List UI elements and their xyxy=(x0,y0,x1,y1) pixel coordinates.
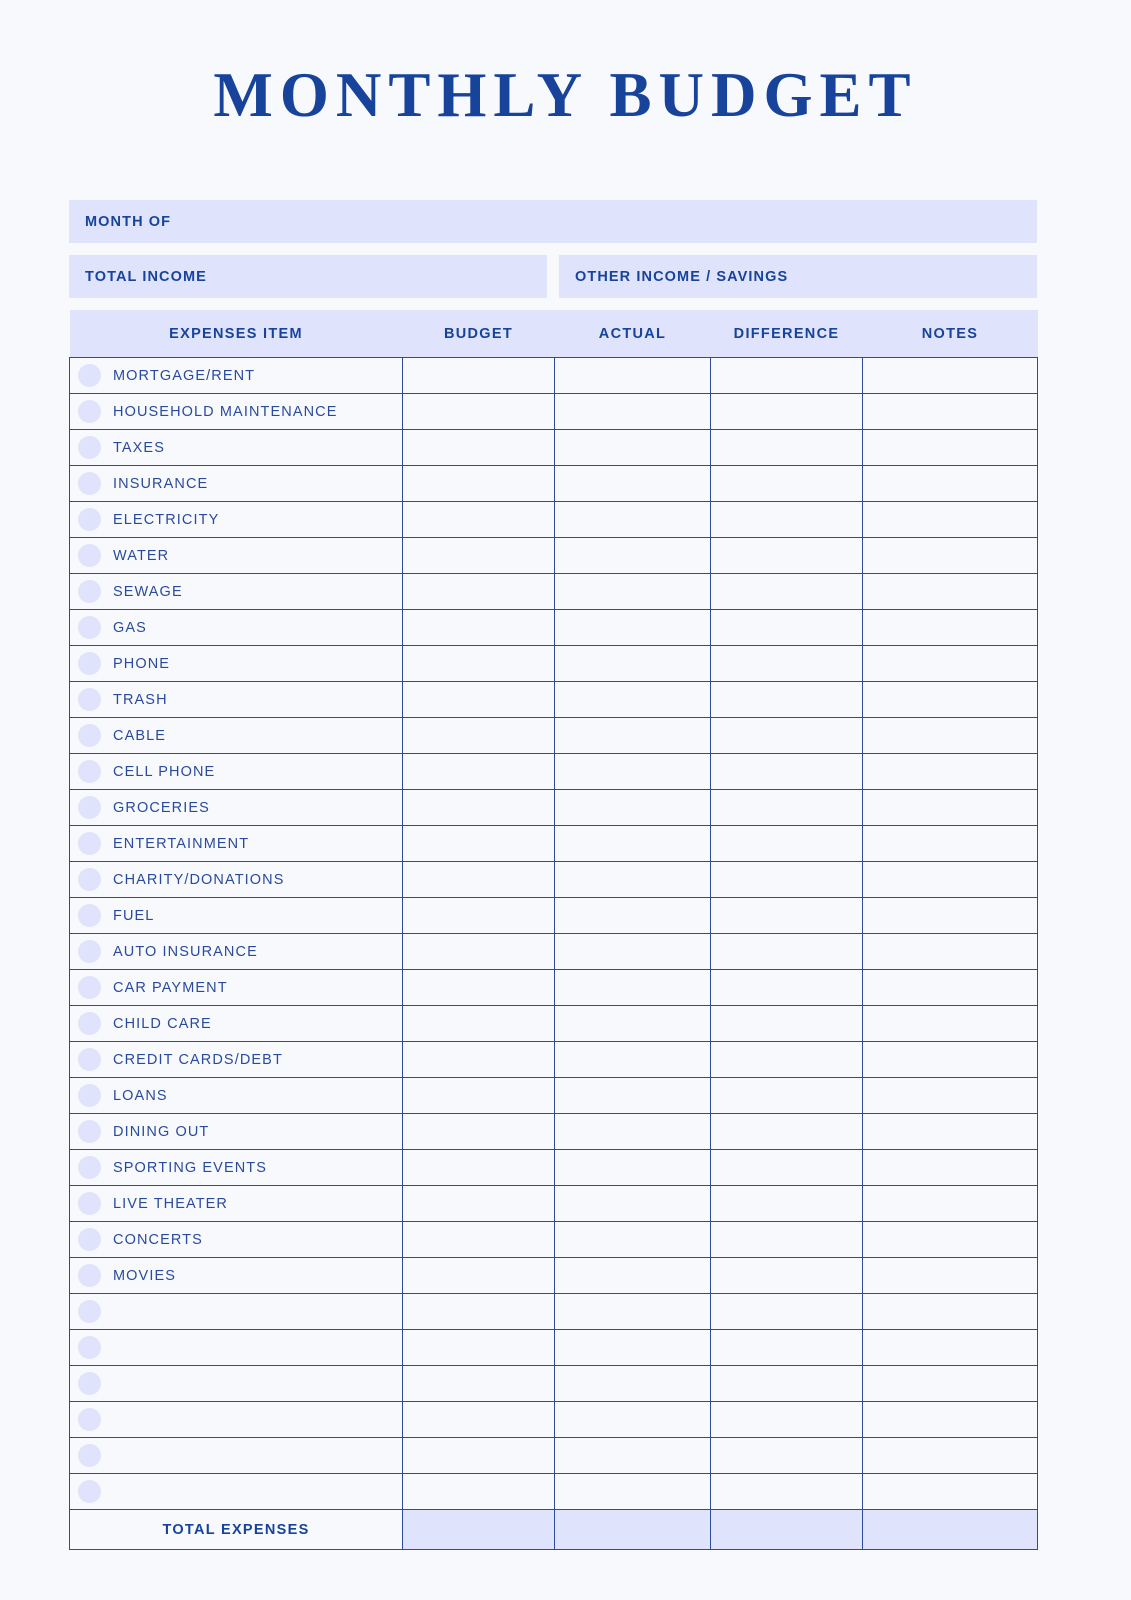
expense-difference-cell[interactable] xyxy=(711,826,863,862)
expense-item-cell[interactable] xyxy=(70,1150,403,1186)
expense-notes-cell[interactable] xyxy=(863,1042,1038,1078)
expense-budget-cell[interactable] xyxy=(403,538,555,574)
expense-budget-cell[interactable] xyxy=(403,1258,555,1294)
expense-item-label: PHONE xyxy=(113,655,171,672)
expense-budget-cell[interactable] xyxy=(403,1474,555,1510)
expense-budget-cell[interactable] xyxy=(403,610,555,646)
expense-item-cell[interactable] xyxy=(70,1258,403,1294)
expense-item-cell[interactable] xyxy=(70,1114,403,1150)
total-expenses-budget-cell[interactable] xyxy=(403,1510,555,1550)
expense-item-label: WATER xyxy=(113,547,170,564)
expense-item-cell[interactable] xyxy=(70,1330,403,1366)
table-row xyxy=(70,1006,1038,1042)
circle-bullet-icon xyxy=(78,1300,101,1323)
expense-actual-cell[interactable] xyxy=(555,934,711,970)
expense-difference-cell[interactable] xyxy=(711,1186,863,1222)
expense-budget-cell[interactable] xyxy=(403,1078,555,1114)
expense-actual-cell[interactable] xyxy=(555,862,711,898)
expense-actual-cell[interactable] xyxy=(555,574,711,610)
page-title: MONTHLY BUDGET xyxy=(213,60,918,130)
expense-actual-cell[interactable] xyxy=(555,1258,711,1294)
expense-notes-cell[interactable] xyxy=(863,1150,1038,1186)
expense-difference-cell[interactable] xyxy=(711,1366,863,1402)
circle-bullet-icon xyxy=(78,1480,101,1503)
expense-item-cell[interactable] xyxy=(70,430,403,466)
expense-item-label: SPORTING EVENTS xyxy=(113,1159,268,1176)
circle-bullet-icon xyxy=(78,1444,101,1467)
expense-difference-cell[interactable] xyxy=(711,538,863,574)
expense-item-label: ELECTRICITY xyxy=(113,511,220,528)
expense-actual-cell[interactable] xyxy=(555,970,711,1006)
budget-sheet xyxy=(69,200,1037,1550)
expense-budget-cell[interactable] xyxy=(403,1330,555,1366)
expense-budget-cell[interactable] xyxy=(403,970,555,1006)
circle-bullet-icon xyxy=(78,724,101,747)
expense-difference-cell[interactable] xyxy=(711,358,863,394)
table-header xyxy=(70,310,1038,358)
circle-bullet-icon xyxy=(78,1336,101,1359)
table-row xyxy=(70,646,1038,682)
expense-item-cell[interactable] xyxy=(70,1438,403,1474)
expense-budget-cell[interactable] xyxy=(403,646,555,682)
expense-difference-cell[interactable] xyxy=(711,1438,863,1474)
expense-actual-cell[interactable] xyxy=(555,1402,711,1438)
expense-notes-cell[interactable] xyxy=(863,718,1038,754)
expense-notes-cell[interactable] xyxy=(863,1186,1038,1222)
income-row xyxy=(69,255,1037,298)
expense-difference-cell[interactable] xyxy=(711,1258,863,1294)
table-row xyxy=(70,538,1038,574)
table-footer xyxy=(70,1510,1038,1550)
expense-difference-cell[interactable] xyxy=(711,718,863,754)
expense-difference-cell[interactable] xyxy=(711,898,863,934)
expense-actual-cell[interactable] xyxy=(555,1006,711,1042)
circle-bullet-icon xyxy=(78,1264,101,1287)
other-income-field[interactable] xyxy=(559,255,1037,298)
expense-notes-cell[interactable] xyxy=(863,610,1038,646)
table-row xyxy=(70,826,1038,862)
expense-actual-cell[interactable] xyxy=(555,1222,711,1258)
expense-item-label: GROCERIES xyxy=(113,799,210,816)
expense-notes-cell[interactable] xyxy=(863,970,1038,1006)
total-expenses-notes-cell[interactable] xyxy=(863,1510,1038,1550)
circle-bullet-icon xyxy=(78,976,101,999)
expense-item-label: CAR PAYMENT xyxy=(113,979,228,996)
total-expenses-difference-cell[interactable] xyxy=(711,1510,863,1550)
expense-item-label: INSURANCE xyxy=(113,475,209,492)
expense-budget-cell[interactable] xyxy=(403,898,555,934)
total-income-field[interactable] xyxy=(69,255,547,298)
other-income-label: OTHER INCOME / SAVINGS xyxy=(575,268,789,285)
expense-actual-cell[interactable] xyxy=(555,718,711,754)
expense-difference-cell[interactable] xyxy=(711,466,863,502)
expense-actual-cell[interactable] xyxy=(555,1150,711,1186)
table-row xyxy=(70,1474,1038,1510)
expense-difference-cell[interactable] xyxy=(711,682,863,718)
circle-bullet-icon xyxy=(78,652,101,675)
expense-item-label: CHILD CARE xyxy=(113,1015,212,1032)
expense-difference-cell[interactable] xyxy=(711,1222,863,1258)
expense-item-label: LIVE THEATER xyxy=(113,1195,228,1212)
total-expenses-label: TOTAL EXPENSES xyxy=(70,1510,403,1550)
expense-item-label: TRASH xyxy=(113,691,168,708)
circle-bullet-icon xyxy=(78,940,101,963)
expense-budget-cell[interactable] xyxy=(403,790,555,826)
expense-actual-cell[interactable] xyxy=(555,1186,711,1222)
expense-item-cell[interactable] xyxy=(70,862,403,898)
expense-budget-cell[interactable] xyxy=(403,466,555,502)
expense-difference-cell[interactable] xyxy=(711,1042,863,1078)
table-row xyxy=(70,754,1038,790)
table-row xyxy=(70,862,1038,898)
expense-item-cell[interactable] xyxy=(70,538,403,574)
expense-difference-cell[interactable] xyxy=(711,1294,863,1330)
circle-bullet-icon xyxy=(78,616,101,639)
circle-bullet-icon xyxy=(78,796,101,819)
expense-difference-cell[interactable] xyxy=(711,1474,863,1510)
expense-item-label: CABLE xyxy=(113,727,167,744)
table-row xyxy=(70,1402,1038,1438)
table-row xyxy=(70,1258,1038,1294)
table-row xyxy=(70,1294,1038,1330)
expense-item-label: CHARITY/DONATIONS xyxy=(113,871,285,888)
expense-actual-cell[interactable] xyxy=(555,358,711,394)
table-row xyxy=(70,1186,1038,1222)
table-row xyxy=(70,718,1038,754)
expense-difference-cell[interactable] xyxy=(711,1006,863,1042)
expense-actual-cell[interactable] xyxy=(555,826,711,862)
expense-item-label: DINING OUT xyxy=(113,1123,210,1140)
expense-item-cell[interactable] xyxy=(70,1294,403,1330)
circle-bullet-icon xyxy=(78,1408,101,1431)
table-row xyxy=(70,430,1038,466)
expense-notes-cell[interactable] xyxy=(863,1294,1038,1330)
expense-actual-cell[interactable] xyxy=(555,1438,711,1474)
expense-notes-cell[interactable] xyxy=(863,1366,1038,1402)
expense-budget-cell[interactable] xyxy=(403,1150,555,1186)
expense-notes-cell[interactable] xyxy=(863,1258,1038,1294)
expense-item-label: CONCERTS xyxy=(113,1231,203,1248)
circle-bullet-icon xyxy=(78,436,101,459)
expense-item-cell[interactable] xyxy=(70,358,403,394)
expense-budget-cell[interactable] xyxy=(403,394,555,430)
expense-actual-cell[interactable] xyxy=(555,1294,711,1330)
expense-notes-cell[interactable] xyxy=(863,898,1038,934)
table-row xyxy=(70,1042,1038,1078)
table-row xyxy=(70,1330,1038,1366)
circle-bullet-icon xyxy=(78,760,101,783)
expense-budget-cell[interactable] xyxy=(403,718,555,754)
expense-actual-cell[interactable] xyxy=(555,754,711,790)
header-actual: ACTUAL xyxy=(555,310,711,358)
expense-actual-cell[interactable] xyxy=(555,1366,711,1402)
expense-difference-cell[interactable] xyxy=(711,574,863,610)
expense-notes-cell[interactable] xyxy=(863,358,1038,394)
expense-notes-cell[interactable] xyxy=(863,1114,1038,1150)
expense-difference-cell[interactable] xyxy=(711,970,863,1006)
expense-item-cell[interactable] xyxy=(70,1366,403,1402)
expense-difference-cell[interactable] xyxy=(711,610,863,646)
expense-difference-cell[interactable] xyxy=(711,1402,863,1438)
expense-budget-cell[interactable] xyxy=(403,1438,555,1474)
expense-budget-cell[interactable] xyxy=(403,826,555,862)
expense-item-cell[interactable] xyxy=(70,574,403,610)
expense-actual-cell[interactable] xyxy=(555,394,711,430)
expense-actual-cell[interactable] xyxy=(555,682,711,718)
expense-item-label: CREDIT CARDS/DEBT xyxy=(113,1051,283,1068)
expense-notes-cell[interactable] xyxy=(863,466,1038,502)
expense-notes-cell[interactable] xyxy=(863,646,1038,682)
circle-bullet-icon xyxy=(78,364,101,387)
expense-item-cell[interactable] xyxy=(70,1474,403,1510)
expense-difference-cell[interactable] xyxy=(711,502,863,538)
expense-difference-cell[interactable] xyxy=(711,430,863,466)
expense-difference-cell[interactable] xyxy=(711,1150,863,1186)
circle-bullet-icon xyxy=(78,1228,101,1251)
table-row xyxy=(70,502,1038,538)
expense-difference-cell[interactable] xyxy=(711,862,863,898)
circle-bullet-icon xyxy=(78,544,101,567)
expense-actual-cell[interactable] xyxy=(555,790,711,826)
expense-difference-cell[interactable] xyxy=(711,1330,863,1366)
table-row xyxy=(70,898,1038,934)
circle-bullet-icon xyxy=(78,1156,101,1179)
header-notes: NOTES xyxy=(863,310,1038,358)
total-expenses-actual-cell[interactable] xyxy=(555,1510,711,1550)
expense-budget-cell[interactable] xyxy=(403,1366,555,1402)
expense-actual-cell[interactable] xyxy=(555,466,711,502)
expense-budget-cell[interactable] xyxy=(403,1294,555,1330)
expense-budget-cell[interactable] xyxy=(403,862,555,898)
circle-bullet-icon xyxy=(78,580,101,603)
expense-actual-cell[interactable] xyxy=(555,898,711,934)
expense-actual-cell[interactable] xyxy=(555,1474,711,1510)
expense-budget-cell[interactable] xyxy=(403,1006,555,1042)
expense-item-cell[interactable] xyxy=(70,1078,403,1114)
expense-notes-cell[interactable] xyxy=(863,754,1038,790)
expense-actual-cell[interactable] xyxy=(555,610,711,646)
expense-notes-cell[interactable] xyxy=(863,934,1038,970)
expense-item-cell[interactable] xyxy=(70,502,403,538)
month-of-field[interactable] xyxy=(69,200,1037,243)
expense-difference-cell[interactable] xyxy=(711,934,863,970)
expense-budget-cell[interactable] xyxy=(403,1114,555,1150)
table-row xyxy=(70,610,1038,646)
total-income-label: TOTAL INCOME xyxy=(85,268,207,285)
expense-item-cell[interactable] xyxy=(70,1222,403,1258)
expense-notes-cell[interactable] xyxy=(863,502,1038,538)
circle-bullet-icon xyxy=(78,472,101,495)
expense-notes-cell[interactable] xyxy=(863,394,1038,430)
expenses-table xyxy=(69,310,1038,1550)
expense-budget-cell[interactable] xyxy=(403,1222,555,1258)
expense-notes-cell[interactable] xyxy=(863,826,1038,862)
header-budget: BUDGET xyxy=(403,310,555,358)
table-body xyxy=(70,358,1038,1510)
expense-item-cell[interactable] xyxy=(70,898,403,934)
expense-difference-cell[interactable] xyxy=(711,1078,863,1114)
expense-item-cell[interactable] xyxy=(70,1402,403,1438)
expense-item-cell[interactable] xyxy=(70,970,403,1006)
expense-notes-cell[interactable] xyxy=(863,1330,1038,1366)
expense-budget-cell[interactable] xyxy=(403,754,555,790)
table-row xyxy=(70,466,1038,502)
circle-bullet-icon xyxy=(78,1372,101,1395)
table-row xyxy=(70,1222,1038,1258)
circle-bullet-icon xyxy=(78,832,101,855)
expense-item-cell[interactable] xyxy=(70,394,403,430)
expense-actual-cell[interactable] xyxy=(555,1078,711,1114)
header-expenses-item: EXPENSES ITEM xyxy=(70,310,403,358)
table-row xyxy=(70,358,1038,394)
table-row xyxy=(70,970,1038,1006)
expense-item-cell[interactable] xyxy=(70,646,403,682)
expense-item-label: AUTO INSURANCE xyxy=(113,943,258,960)
expense-notes-cell[interactable] xyxy=(863,1402,1038,1438)
expense-notes-cell[interactable] xyxy=(863,1222,1038,1258)
expense-item-label: MORTGAGE/RENT xyxy=(113,367,256,384)
expense-actual-cell[interactable] xyxy=(555,1330,711,1366)
table-row xyxy=(70,1366,1038,1402)
table-row xyxy=(70,934,1038,970)
expense-item-cell[interactable] xyxy=(70,934,403,970)
expense-item-label: HOUSEHOLD MAINTENANCE xyxy=(113,403,338,420)
expense-item-cell[interactable] xyxy=(70,826,403,862)
table-row xyxy=(70,1078,1038,1114)
expense-item-cell[interactable] xyxy=(70,1042,403,1078)
expense-budget-cell[interactable] xyxy=(403,502,555,538)
expense-budget-cell[interactable] xyxy=(403,934,555,970)
expense-actual-cell[interactable] xyxy=(555,646,711,682)
expense-item-label: FUEL xyxy=(113,907,155,924)
circle-bullet-icon xyxy=(78,508,101,531)
expense-notes-cell[interactable] xyxy=(863,430,1038,466)
expense-notes-cell[interactable] xyxy=(863,538,1038,574)
expense-difference-cell[interactable] xyxy=(711,394,863,430)
expense-difference-cell[interactable] xyxy=(711,646,863,682)
expense-item-cell[interactable] xyxy=(70,1186,403,1222)
expense-item-label: TAXES xyxy=(113,439,165,456)
expense-item-cell[interactable] xyxy=(70,790,403,826)
expense-item-cell[interactable] xyxy=(70,682,403,718)
expense-actual-cell[interactable] xyxy=(555,1042,711,1078)
header-row xyxy=(70,310,1038,358)
expense-notes-cell[interactable] xyxy=(863,682,1038,718)
expense-item-label: ENTERTAINMENT xyxy=(113,835,250,852)
circle-bullet-icon xyxy=(78,904,101,927)
circle-bullet-icon xyxy=(78,400,101,423)
expense-actual-cell[interactable] xyxy=(555,502,711,538)
table-row xyxy=(70,1114,1038,1150)
circle-bullet-icon xyxy=(78,1084,101,1107)
circle-bullet-icon xyxy=(78,1192,101,1215)
expense-item-cell[interactable] xyxy=(70,1006,403,1042)
circle-bullet-icon xyxy=(78,1048,101,1071)
header-difference: DIFFERENCE xyxy=(711,310,863,358)
total-expenses-row xyxy=(70,1510,1038,1550)
expense-budget-cell[interactable] xyxy=(403,1186,555,1222)
expense-notes-cell[interactable] xyxy=(863,790,1038,826)
expense-actual-cell[interactable] xyxy=(555,1114,711,1150)
expense-notes-cell[interactable] xyxy=(863,1006,1038,1042)
expense-actual-cell[interactable] xyxy=(555,430,711,466)
expense-budget-cell[interactable] xyxy=(403,682,555,718)
month-of-label: MONTH OF xyxy=(85,213,172,230)
expense-item-label: CELL PHONE xyxy=(113,763,216,780)
expense-actual-cell[interactable] xyxy=(555,538,711,574)
circle-bullet-icon xyxy=(78,688,101,711)
expense-item-label: MOVIES xyxy=(113,1267,176,1284)
expense-notes-cell[interactable] xyxy=(863,1078,1038,1114)
table-row xyxy=(70,790,1038,826)
expense-item-label: SEWAGE xyxy=(113,583,183,600)
circle-bullet-icon xyxy=(78,1120,101,1143)
table-row xyxy=(70,1150,1038,1186)
expense-budget-cell[interactable] xyxy=(403,574,555,610)
circle-bullet-icon xyxy=(78,1012,101,1035)
table-row xyxy=(70,394,1038,430)
table-row xyxy=(70,574,1038,610)
expense-item-cell[interactable] xyxy=(70,466,403,502)
expense-difference-cell[interactable] xyxy=(711,1114,863,1150)
expense-item-label: LOANS xyxy=(113,1087,168,1104)
expense-item-label: GAS xyxy=(113,619,147,636)
expense-item-cell[interactable] xyxy=(70,754,403,790)
circle-bullet-icon xyxy=(78,868,101,891)
expense-notes-cell[interactable] xyxy=(863,1474,1038,1510)
expense-item-cell[interactable] xyxy=(70,718,403,754)
expense-budget-cell[interactable] xyxy=(403,430,555,466)
expense-difference-cell[interactable] xyxy=(711,754,863,790)
expense-budget-cell[interactable] xyxy=(403,1402,555,1438)
expense-item-cell[interactable] xyxy=(70,610,403,646)
table-row xyxy=(70,1438,1038,1474)
expense-budget-cell[interactable] xyxy=(403,1042,555,1078)
expense-notes-cell[interactable] xyxy=(863,862,1038,898)
table-row xyxy=(70,682,1038,718)
expense-notes-cell[interactable] xyxy=(863,1438,1038,1474)
expense-notes-cell[interactable] xyxy=(863,574,1038,610)
expense-budget-cell[interactable] xyxy=(403,358,555,394)
expense-difference-cell[interactable] xyxy=(711,790,863,826)
